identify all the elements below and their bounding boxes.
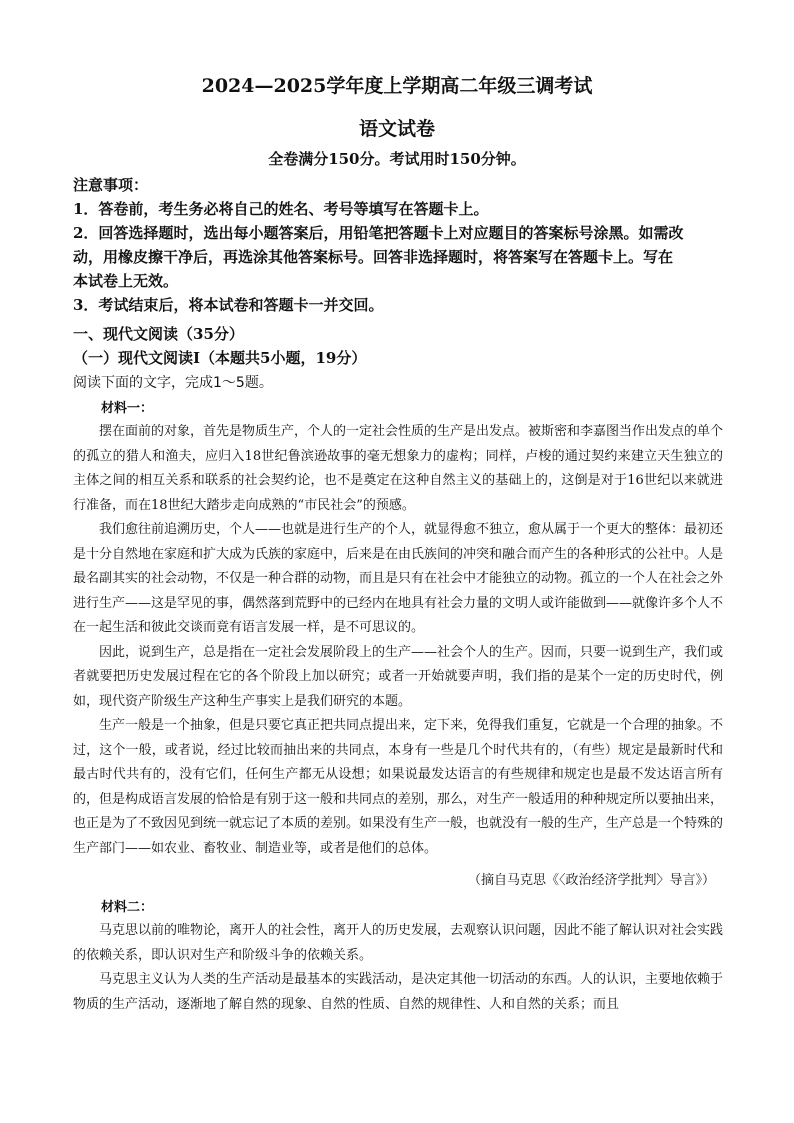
material-1-body bbox=[73, 420, 723, 861]
notes-heading: 注意事项： bbox=[73, 176, 149, 194]
material-2-body bbox=[73, 919, 723, 1017]
exam-title: 2024—2025学年度上学期高二年级三调考试 bbox=[201, 75, 593, 97]
part-title: 一、现代文阅读（35分） bbox=[73, 325, 244, 343]
notes-item-2-line-3: 本试卷上无效。 bbox=[73, 272, 179, 290]
notes-block bbox=[73, 173, 733, 317]
material-1-paragraph: 摆在面前的对象，首先是物质生产，个人的一定社会性质的生产是出发点。被斯密和李嘉图当作出发点的单个的孤立的猎人和渔夫，应归入18世纪鲁滨逊故事的毫无想象力的虚构；同样，卢梭的通过契约来建立天生独立的主体之间的相互关系和联系的社会契约论，也不是奠定在这种自然主义的基础上的，这倒是对于16世纪以来就进行准备，而在18世纪大踏步走向成熟的“市民社会”的预感。 bbox=[73, 424, 724, 513]
notes-item-2-line-1: 2．回答选择题时，选出每小题答案后，用铅笔把答题卡上对应题目的答案标号涂黑。如需改 bbox=[73, 224, 684, 242]
material-1-paragraph: 生产一般是一个抽象，但是只要它真正把共同点提出来，定下来，免得我们重复，它就是一个合理的抽象。不过，这个一般，或者说，经过比较而抽出来的共同点，本身有一些是几个时代共有的，（有些）规定是最新时代和最古时代共有的，没有它们，任何生产都无从设想；如果说最发达语言的有些规律和规定也是最不发达语言所有的，但是构成语言发展的恰恰是有别于这一般和共同点的差别，那么，对生产一般适用的种种规定所以要抽出来，也正是为了不致因见到统一就忘记了本质的差别。如果没有生产一般，也就没有一般的生产，生产总是一个特殊的生产部门——如农业、畜牧业、制造业等，或者是他们的总体。 bbox=[73, 718, 724, 856]
material-2-label: 材料二： bbox=[101, 900, 154, 915]
material-1-label: 材料一： bbox=[101, 401, 154, 416]
material-2-paragraph: 马克思主义认为人类的生产活动是最基本的实践活动，是决定其他一切活动的东西。人的认识，主要地依赖于物质的生产活动，逐渐地了解自然的现象、自然的性质、自然的规律性、人和自然的关系；而且 bbox=[73, 972, 724, 1012]
subject-title: 语文试卷 bbox=[358, 118, 435, 140]
notes-item-2-line-2: 动，用橡皮擦干净后，再选涂其他答案标号。回答非选择题时，将答案写在答题卡上。写在 bbox=[73, 248, 674, 266]
sub-section-title: （一）现代文阅读Ⅰ（本题共5小题，19分） bbox=[73, 349, 367, 367]
material-2-paragraph: 马克思以前的唯物论，离开人的社会性，离开人的历史发展，去观察认识问题，因此不能了解认识对社会实践的依赖关系，即认识对生产和阶级斗争的依赖关系。 bbox=[73, 923, 724, 963]
score-time-note: 全卷满分150分。考试用时150分钟。 bbox=[268, 150, 526, 168]
reading-instruction: 阅读下面的文字，完成1～5题。 bbox=[73, 375, 273, 391]
notes-item-1: 1．答卷前，考生务必将自己的姓名、考号等填写在答题卡上。 bbox=[73, 200, 489, 218]
material-1-paragraph: 因此，说到生产，总是指在一定社会发展阶段上的生产——社会个人的生产。因而，只要一说到生产，我们或者就要把历史发展过程在它的各个阶段上加以研究；或者一开始就要声明，我们指的是某个一定的历史时代，例如，现代资产阶级生产这种生产事实上是我们研究的本题。 bbox=[73, 644, 724, 709]
material-1-citation: （摘自马克思《〈政治经济学批判〉导言》） bbox=[467, 873, 715, 888]
material-1-paragraph: 我们愈往前追溯历史，个人——也就是进行生产的个人，就显得愈不独立，愈从属于一个更大的整体：最初还是十分自然地在家庭和扩大成为氏族的家庭中，后来是在由氏族间的冲突和融合而产生的各种形式的公社中。人是最名副其实的社会动物，不仅是一种合群的动物，而且是只有在社会中才能独立的动物。孤立的一个人在社会之外进行生产——这是罕见的事，偶然落到荒野中的已经内在地具有社会力量的文明人或许能做到——就像许多个人不在一起生活和彼此交谈而竟有语言发展一样，是不可思议的。 bbox=[73, 522, 724, 635]
notes-item-3: 3．考试结束后，将本试卷和答题卡一并交回。 bbox=[73, 296, 384, 314]
